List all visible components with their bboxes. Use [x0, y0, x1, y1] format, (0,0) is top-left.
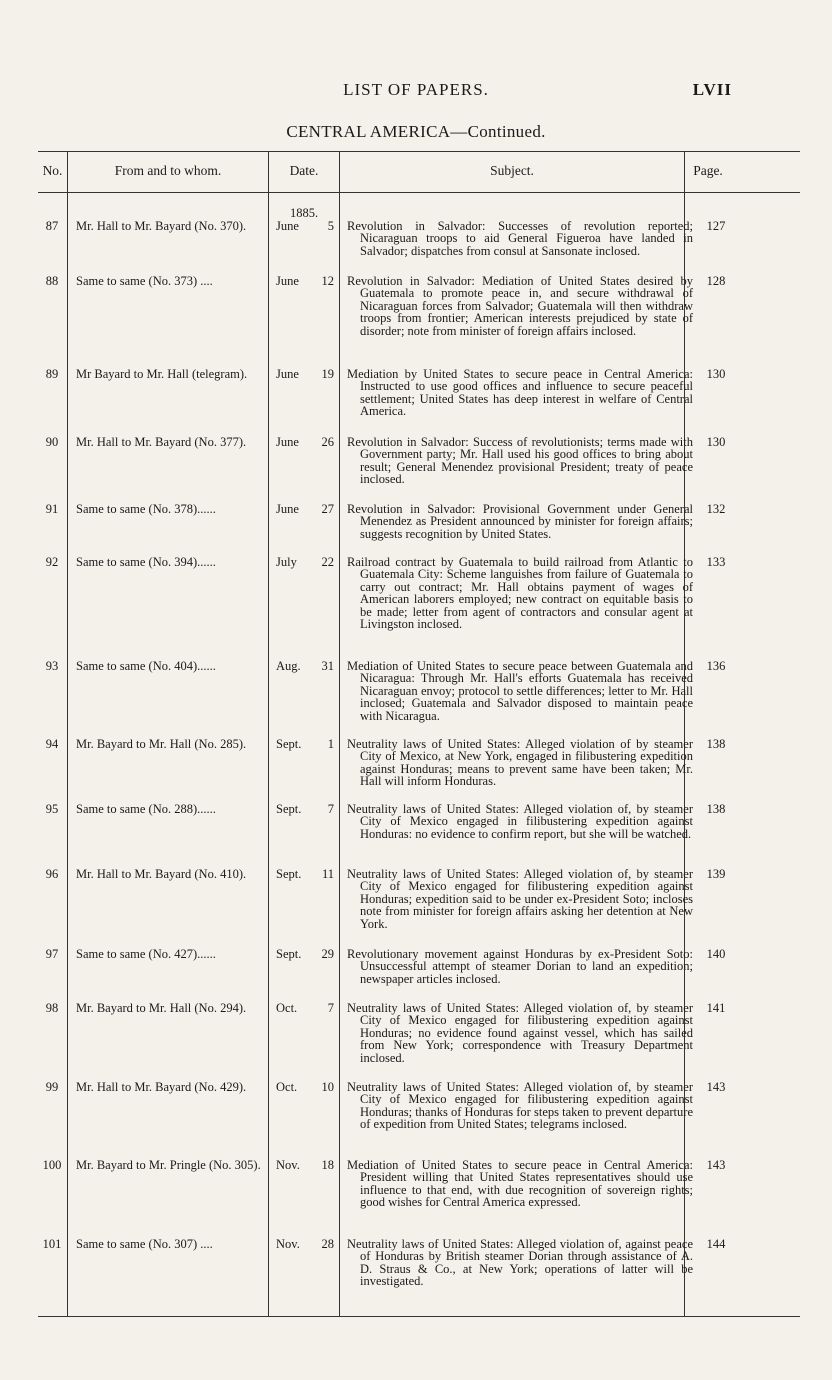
row-subject: Railroad contract by Guatemala to build railroad from Atlantic to Guatemala City: Scheme languishes from failure of Guatemala to carry out contract; Mr. Hall obtains payment of wages of American laborers employed; new contract on equitable basis to be made; letter from agent of contractors and consular agent at Livingston inclosed.: [347, 555, 693, 632]
row-from-to: Mr. Hall to Mr. Bayard (No. 370).: [76, 219, 247, 233]
row-date-day: 26: [321, 435, 334, 449]
row-from-to: Same to same (No. 307) ....: [76, 1237, 213, 1251]
row-page: 136: [706, 659, 726, 673]
page-title: LIST OF PAPERS.: [343, 80, 489, 99]
row-date-day: 12: [321, 274, 334, 288]
row-date-month: Sept.: [276, 867, 302, 881]
row-subject: Neutrality laws of United States: Alleged violation of by steamer City of Mexico, at New York, engaged in filibustering expedition against Honduras; means to prevent same have been taken; Mr. Hall will inform Honduras.: [347, 737, 693, 789]
page-header: [0, 80, 832, 104]
row-date-month: June: [276, 367, 299, 381]
table-top-rule: [38, 151, 800, 152]
row-number: 100: [42, 1158, 62, 1172]
row-number: 88: [45, 274, 59, 288]
row-subject: Revolution in Salvador: Success of revolutionists; terms made with Government party; Mr. Hall used his good offices to bring about result; General Menendez provisional President; treaty of peace inclosed.: [347, 435, 693, 487]
row-date-day: 7: [327, 802, 334, 816]
row-date: [276, 503, 334, 515]
row-page: 138: [706, 802, 726, 816]
row-date-month: Sept.: [276, 737, 302, 751]
row-page: 143: [706, 1158, 726, 1172]
row-date: [276, 1002, 334, 1014]
row-page: 130: [706, 435, 726, 449]
row-from-to: Same to same (No. 394)......: [76, 555, 216, 569]
row-date-day: 10: [321, 1080, 334, 1094]
row-from-to: Mr. Bayard to Mr. Hall (No. 294).: [76, 1001, 247, 1015]
row-date-day: 11: [321, 867, 334, 881]
row-number: 92: [45, 555, 59, 569]
column-divider: [268, 151, 269, 1316]
row-number: 99: [45, 1080, 59, 1094]
row-page: 138: [706, 737, 726, 751]
row-date-month: Sept.: [276, 947, 302, 961]
row-page: 141: [706, 1001, 726, 1015]
row-subject: Revolutionary movement against Honduras by ex-President Soto: Unsuccessful attempt of steamer Dorian to land an expedition; newspaper articles inclosed.: [347, 947, 693, 986]
row-from-to: Same to same (No. 427)......: [76, 947, 216, 961]
row-number: 93: [45, 659, 59, 673]
row-subject: Mediation of United States to secure peace in Central America: President willing that United States representatives should use influence to that end, with due recognition of sovereign rights; good wishes for Central America expressed.: [347, 1158, 693, 1210]
row-subject: Neutrality laws of United States: Alleged violation of, against peace of Honduras by British steamer Dorian through assistance of A. D. Straus & Co., at New York; operations of latter will be investigated.: [347, 1237, 693, 1289]
row-date: [276, 1159, 334, 1171]
table-bottom-rule: [38, 1316, 800, 1317]
row-subject: Neutrality laws of United States: Alleged violation of, by steamer City of Mexico engaged for filibustering expedition against Honduras; no evidence found against vessel, which has sailed from New York; correspondence with Treasury Department inclosed.: [347, 1001, 693, 1065]
row-from-to: Mr. Hall to Mr. Bayard (No. 410).: [76, 867, 247, 881]
row-date-day: 27: [321, 502, 334, 516]
column-divider: [339, 151, 340, 1316]
row-date-month: June: [276, 219, 299, 233]
row-from-to: Same to same (No. 373) ....: [76, 274, 213, 288]
row-page: 140: [706, 947, 726, 961]
row-date: [276, 868, 334, 880]
row-date-day: 5: [327, 219, 334, 233]
table-header-rule: [38, 192, 800, 193]
row-date-month: June: [276, 502, 299, 516]
row-number: 98: [45, 1001, 59, 1015]
row-date-month: Oct.: [276, 1001, 298, 1015]
row-from-to: Same to same (No. 378)......: [76, 502, 216, 516]
row-subject: Neutrality laws of United States: Alleged violation of, by steamer City of Mexico engaged for filibustering expedition against Honduras; expedition said to be under ex-President Soto; incloses note from minister for foreign affairs asking her detention at New York.: [347, 867, 693, 931]
row-date-month: Nov.: [276, 1158, 300, 1172]
row-date: [276, 948, 334, 960]
row-number: 87: [45, 219, 59, 233]
row-from-to: Same to same (No. 288)......: [76, 802, 216, 816]
row-from-to: Mr. Bayard to Mr. Pringle (No. 305).: [76, 1158, 261, 1172]
row-date: [276, 436, 334, 448]
row-number: 97: [45, 947, 59, 961]
row-page: 133: [706, 555, 726, 569]
row-date-day: 22: [321, 555, 334, 569]
row-date-month: Aug.: [276, 659, 301, 673]
column-header-from: From and to whom.: [114, 163, 222, 178]
row-subject: Mediation by United States to secure peace in Central America: Instructed to use good offices and influence to secure peaceful settlement; United States has deep interest in welfare of Central America.: [347, 367, 693, 419]
row-from-to: Mr. Hall to Mr. Bayard (No. 377).: [76, 435, 247, 449]
row-page: 132: [706, 502, 726, 516]
row-from-to: Mr. Hall to Mr. Bayard (No. 429).: [76, 1080, 247, 1094]
row-date: [276, 556, 334, 568]
row-subject: Mediation of United States to secure peace between Guatemala and Nicaragua: Through Mr. Hall's efforts Guatemala has received Nicaraguan envoy; protocol to settle differences; letter to Mr. Hall inclosed; Guatemala and Salvador disposed to maintain peace with Nicaragua.: [347, 659, 693, 723]
row-number: 91: [45, 502, 59, 516]
row-number: 94: [45, 737, 59, 751]
row-date-day: 18: [321, 1158, 334, 1172]
row-subject: Revolution in Salvador: Provisional Government under General Menendez as President announced by minister for foreign affairs; suggests recognition by United States.: [347, 502, 693, 541]
row-date-day: 31: [321, 659, 334, 673]
page-number: LVII: [692, 80, 732, 99]
section-title: CENTRAL AMERICA—Continued.: [286, 122, 546, 141]
row-page: 130: [706, 367, 726, 381]
row-date-month: Sept.: [276, 802, 302, 816]
row-date-day: 1: [327, 737, 334, 751]
row-date-day: 19: [321, 367, 334, 381]
column-header-subject: Subject.: [490, 163, 534, 178]
row-date: [276, 803, 334, 815]
row-date: [276, 220, 334, 232]
column-header-no: No.: [42, 163, 63, 178]
row-page: 144: [706, 1237, 726, 1251]
row-subject: Revolution in Salvador: Mediation of United States desired by Guatemala to promote peace in, and secure withdrawal of Nicaraguan forces from Salvador; Guatemala will then withdraw troops from frontier; American interests prejudiced by state of disorder; note from minister of foreign affairs inclosed.: [347, 274, 693, 338]
row-page: 127: [706, 219, 726, 233]
row-date: [276, 275, 334, 287]
row-subject: Neutrality laws of United States: Alleged violation of, by steamer City of Mexico engaged for filibustering expedition against Honduras; thanks of Honduras for steps taken to prevent departure of expedition from United States; telegrams inclosed.: [347, 1080, 693, 1132]
row-subject: Neutrality laws of United States: Alleged violation of, by steamer City of Mexico engaged in filibustering expedition against Honduras: no evidence to confirm report, but she will be watched.: [347, 802, 693, 841]
row-date: [276, 1081, 334, 1093]
row-page: 139: [706, 867, 726, 881]
column-header-date: Date.: [289, 163, 319, 178]
row-from-to: Mr Bayard to Mr. Hall (telegram).: [76, 367, 248, 381]
row-from-to: Mr. Bayard to Mr. Hall (No. 285).: [76, 737, 247, 751]
row-number: 89: [45, 367, 59, 381]
row-date-month: June: [276, 274, 299, 288]
row-date: [276, 368, 334, 380]
row-number: 101: [42, 1237, 62, 1251]
row-date: [276, 1238, 334, 1250]
row-date-day: 7: [327, 1001, 334, 1015]
column-divider: [67, 151, 68, 1316]
row-number: 90: [45, 435, 59, 449]
row-date-month: Nov.: [276, 1237, 300, 1251]
row-date-day: 29: [321, 947, 334, 961]
row-date: [276, 738, 334, 750]
row-number: 96: [45, 867, 59, 881]
row-subject: Revolution in Salvador: Successes of revolution reported; Nicaraguan troops to aid General Figueroa have landed in Salvador; dispatches from consul at Sansonate inclosed.: [347, 219, 693, 258]
year-label: 1885.: [289, 206, 319, 220]
row-page: 143: [706, 1080, 726, 1094]
row-date: [276, 660, 334, 672]
column-header-page: Page.: [693, 163, 723, 178]
row-date-month: June: [276, 435, 299, 449]
row-date-month: July: [276, 555, 297, 569]
row-number: 95: [45, 802, 59, 816]
row-date-month: Oct.: [276, 1080, 298, 1094]
row-from-to: Same to same (No. 404)......: [76, 659, 216, 673]
row-date-day: 28: [321, 1237, 334, 1251]
row-page: 128: [706, 274, 726, 288]
